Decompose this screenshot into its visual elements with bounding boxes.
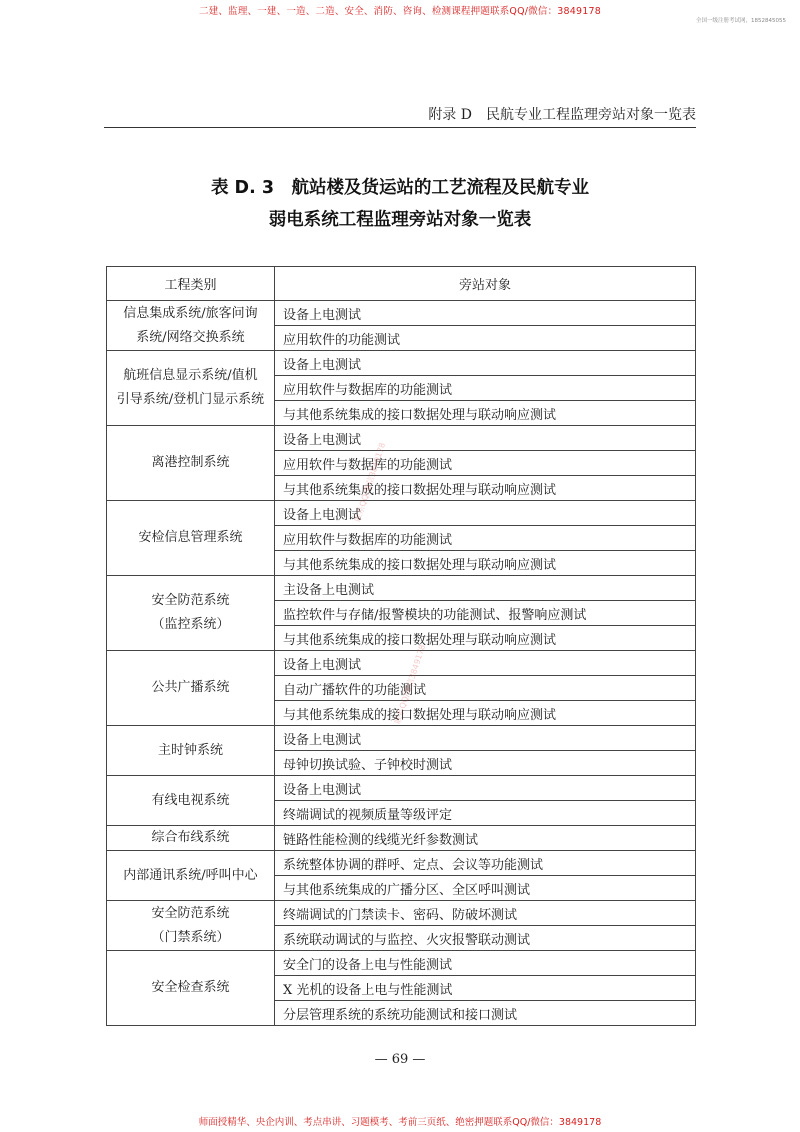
object-cell: 链路性能检测的线缆光纤参数测试 bbox=[275, 826, 696, 851]
object-cell: 设备上电测试 bbox=[275, 726, 696, 751]
category-label: 公共广播系统 bbox=[151, 680, 230, 695]
table-title-line-1: 表 D. 3 航站楼及货运站的工艺流程及民航专业 bbox=[210, 178, 590, 198]
category-label: 安全防范系统 bbox=[151, 593, 230, 608]
table-row bbox=[107, 651, 696, 676]
category-label: 主时钟系统 bbox=[157, 742, 223, 758]
object-cell: 分层管理系统的系统功能测试和接口测试 bbox=[275, 1001, 696, 1026]
category-label: 内部通讯系统/呼叫中心 bbox=[123, 867, 258, 883]
page-number: — 69 — bbox=[374, 1052, 426, 1067]
object-cell: 设备上电测试 bbox=[275, 776, 696, 801]
category-label: 信息集成系统/旅客问询 bbox=[123, 305, 258, 321]
top-promo-banner: 二建、监理、一建、一造、二造、安全、消防、咨询、检测课程押题联系QQ/微信：3849178 bbox=[199, 6, 601, 17]
table-row bbox=[107, 301, 696, 326]
category-label: 系统/网络交换系统 bbox=[136, 329, 245, 345]
table-title-line-2: 弱电系统工程监理旁站对象一览表 bbox=[268, 210, 532, 230]
table-header-row bbox=[107, 267, 696, 301]
object-cell: 系统联动调试的与监控、火灾报警联动测试 bbox=[275, 926, 696, 951]
object-cell: 设备上电测试 bbox=[275, 501, 696, 526]
table-title bbox=[0, 172, 800, 236]
watermark-1: 联系QQ/微信3849178 bbox=[352, 441, 388, 524]
category-cell bbox=[107, 426, 275, 501]
supervision-table bbox=[106, 266, 696, 1026]
table-body bbox=[107, 301, 696, 1026]
object-cell: 终端调试的视频质量等级评定 bbox=[275, 801, 696, 826]
category-label: 安检信息管理系统 bbox=[138, 530, 243, 545]
object-cell: 与其他系统集成的接口数据处理与联动响应测试 bbox=[275, 701, 696, 726]
table-row bbox=[107, 851, 696, 876]
table-row bbox=[107, 951, 696, 976]
table-row bbox=[107, 351, 696, 376]
object-cell: 主设备上电测试 bbox=[275, 576, 696, 601]
object-cell: 应用软件的功能测试 bbox=[275, 326, 696, 351]
object-cell: 系统整体协调的群呼、定点、会议等功能测试 bbox=[275, 851, 696, 876]
corner-note: 全国一级注册考试网，1852845055 bbox=[696, 18, 786, 24]
object-cell: 自动广播软件的功能测试 bbox=[275, 676, 696, 701]
object-cell: 设备上电测试 bbox=[275, 426, 696, 451]
object-cell: 应用软件与数据库的功能测试 bbox=[275, 526, 696, 551]
object-cell: 母钟切换试验、子钟校时测试 bbox=[275, 751, 696, 776]
bottom-promo-banner: 师面授精华、央企内训、考点串讲、习题模考、考前三页纸、绝密押题联系QQ/微信：3849178 bbox=[198, 1117, 602, 1128]
object-cell: 终端调试的门禁读卡、密码、防破坏测试 bbox=[275, 901, 696, 926]
column-header-object: 旁站对象 bbox=[275, 267, 696, 301]
category-cell bbox=[107, 501, 275, 576]
category-cell bbox=[107, 851, 275, 901]
category-label: 有线电视系统 bbox=[151, 792, 230, 808]
object-cell: 与其他系统集成的广播分区、全区呼叫测试 bbox=[275, 876, 696, 901]
object-cell: 设备上电测试 bbox=[275, 301, 696, 326]
category-cell bbox=[107, 901, 275, 951]
category-cell bbox=[107, 651, 275, 726]
category-cell bbox=[107, 726, 275, 776]
object-cell: 应用软件与数据库的功能测试 bbox=[275, 451, 696, 476]
table-row bbox=[107, 501, 696, 526]
running-header: 附录 D 民航专业工程监理旁站对象一览表 bbox=[428, 107, 696, 123]
category-cell bbox=[107, 776, 275, 826]
table-row bbox=[107, 426, 696, 451]
header-rule bbox=[104, 127, 696, 128]
category-label: 离港控制系统 bbox=[151, 455, 230, 470]
object-cell: 安全门的设备上电与性能测试 bbox=[275, 951, 696, 976]
column-header-category: 工程类别 bbox=[107, 267, 275, 301]
category-cell bbox=[107, 301, 275, 351]
category-cell bbox=[107, 576, 275, 651]
object-cell: 与其他系统集成的接口数据处理与联动响应测试 bbox=[275, 401, 696, 426]
object-cell: 设备上电测试 bbox=[275, 351, 696, 376]
object-cell: 设备上电测试 bbox=[275, 651, 696, 676]
category-label: 航班信息显示系统/值机 bbox=[123, 368, 258, 383]
category-label: （监控系统） bbox=[151, 617, 230, 632]
category-label: （门禁系统） bbox=[151, 929, 230, 945]
table-row bbox=[107, 576, 696, 601]
category-label: 安全检查系统 bbox=[151, 980, 230, 995]
category-label: 综合布线系统 bbox=[151, 830, 230, 845]
object-cell: X 光机的设备上电与性能测试 bbox=[275, 976, 696, 1001]
table-row bbox=[107, 776, 696, 801]
object-cell: 监控软件与存储/报警模块的功能测试、报警响应测试 bbox=[275, 601, 696, 626]
category-cell bbox=[107, 351, 275, 426]
category-cell bbox=[107, 951, 275, 1026]
category-label: 安全防范系统 bbox=[151, 905, 230, 921]
table-row bbox=[107, 901, 696, 926]
object-cell: 与其他系统集成的接口数据处理与联动响应测试 bbox=[275, 476, 696, 501]
category-label: 引导系统/登机门显示系统 bbox=[116, 392, 265, 407]
object-cell: 应用软件与数据库的功能测试 bbox=[275, 376, 696, 401]
category-cell bbox=[107, 826, 275, 851]
object-cell: 与其他系统集成的接口数据处理与联动响应测试 bbox=[275, 551, 696, 576]
watermark-2: 联系QQ/微信3849178 bbox=[392, 643, 428, 726]
object-cell: 与其他系统集成的接口数据处理与联动响应测试 bbox=[275, 626, 696, 651]
table-row bbox=[107, 826, 696, 851]
table-row bbox=[107, 726, 696, 751]
